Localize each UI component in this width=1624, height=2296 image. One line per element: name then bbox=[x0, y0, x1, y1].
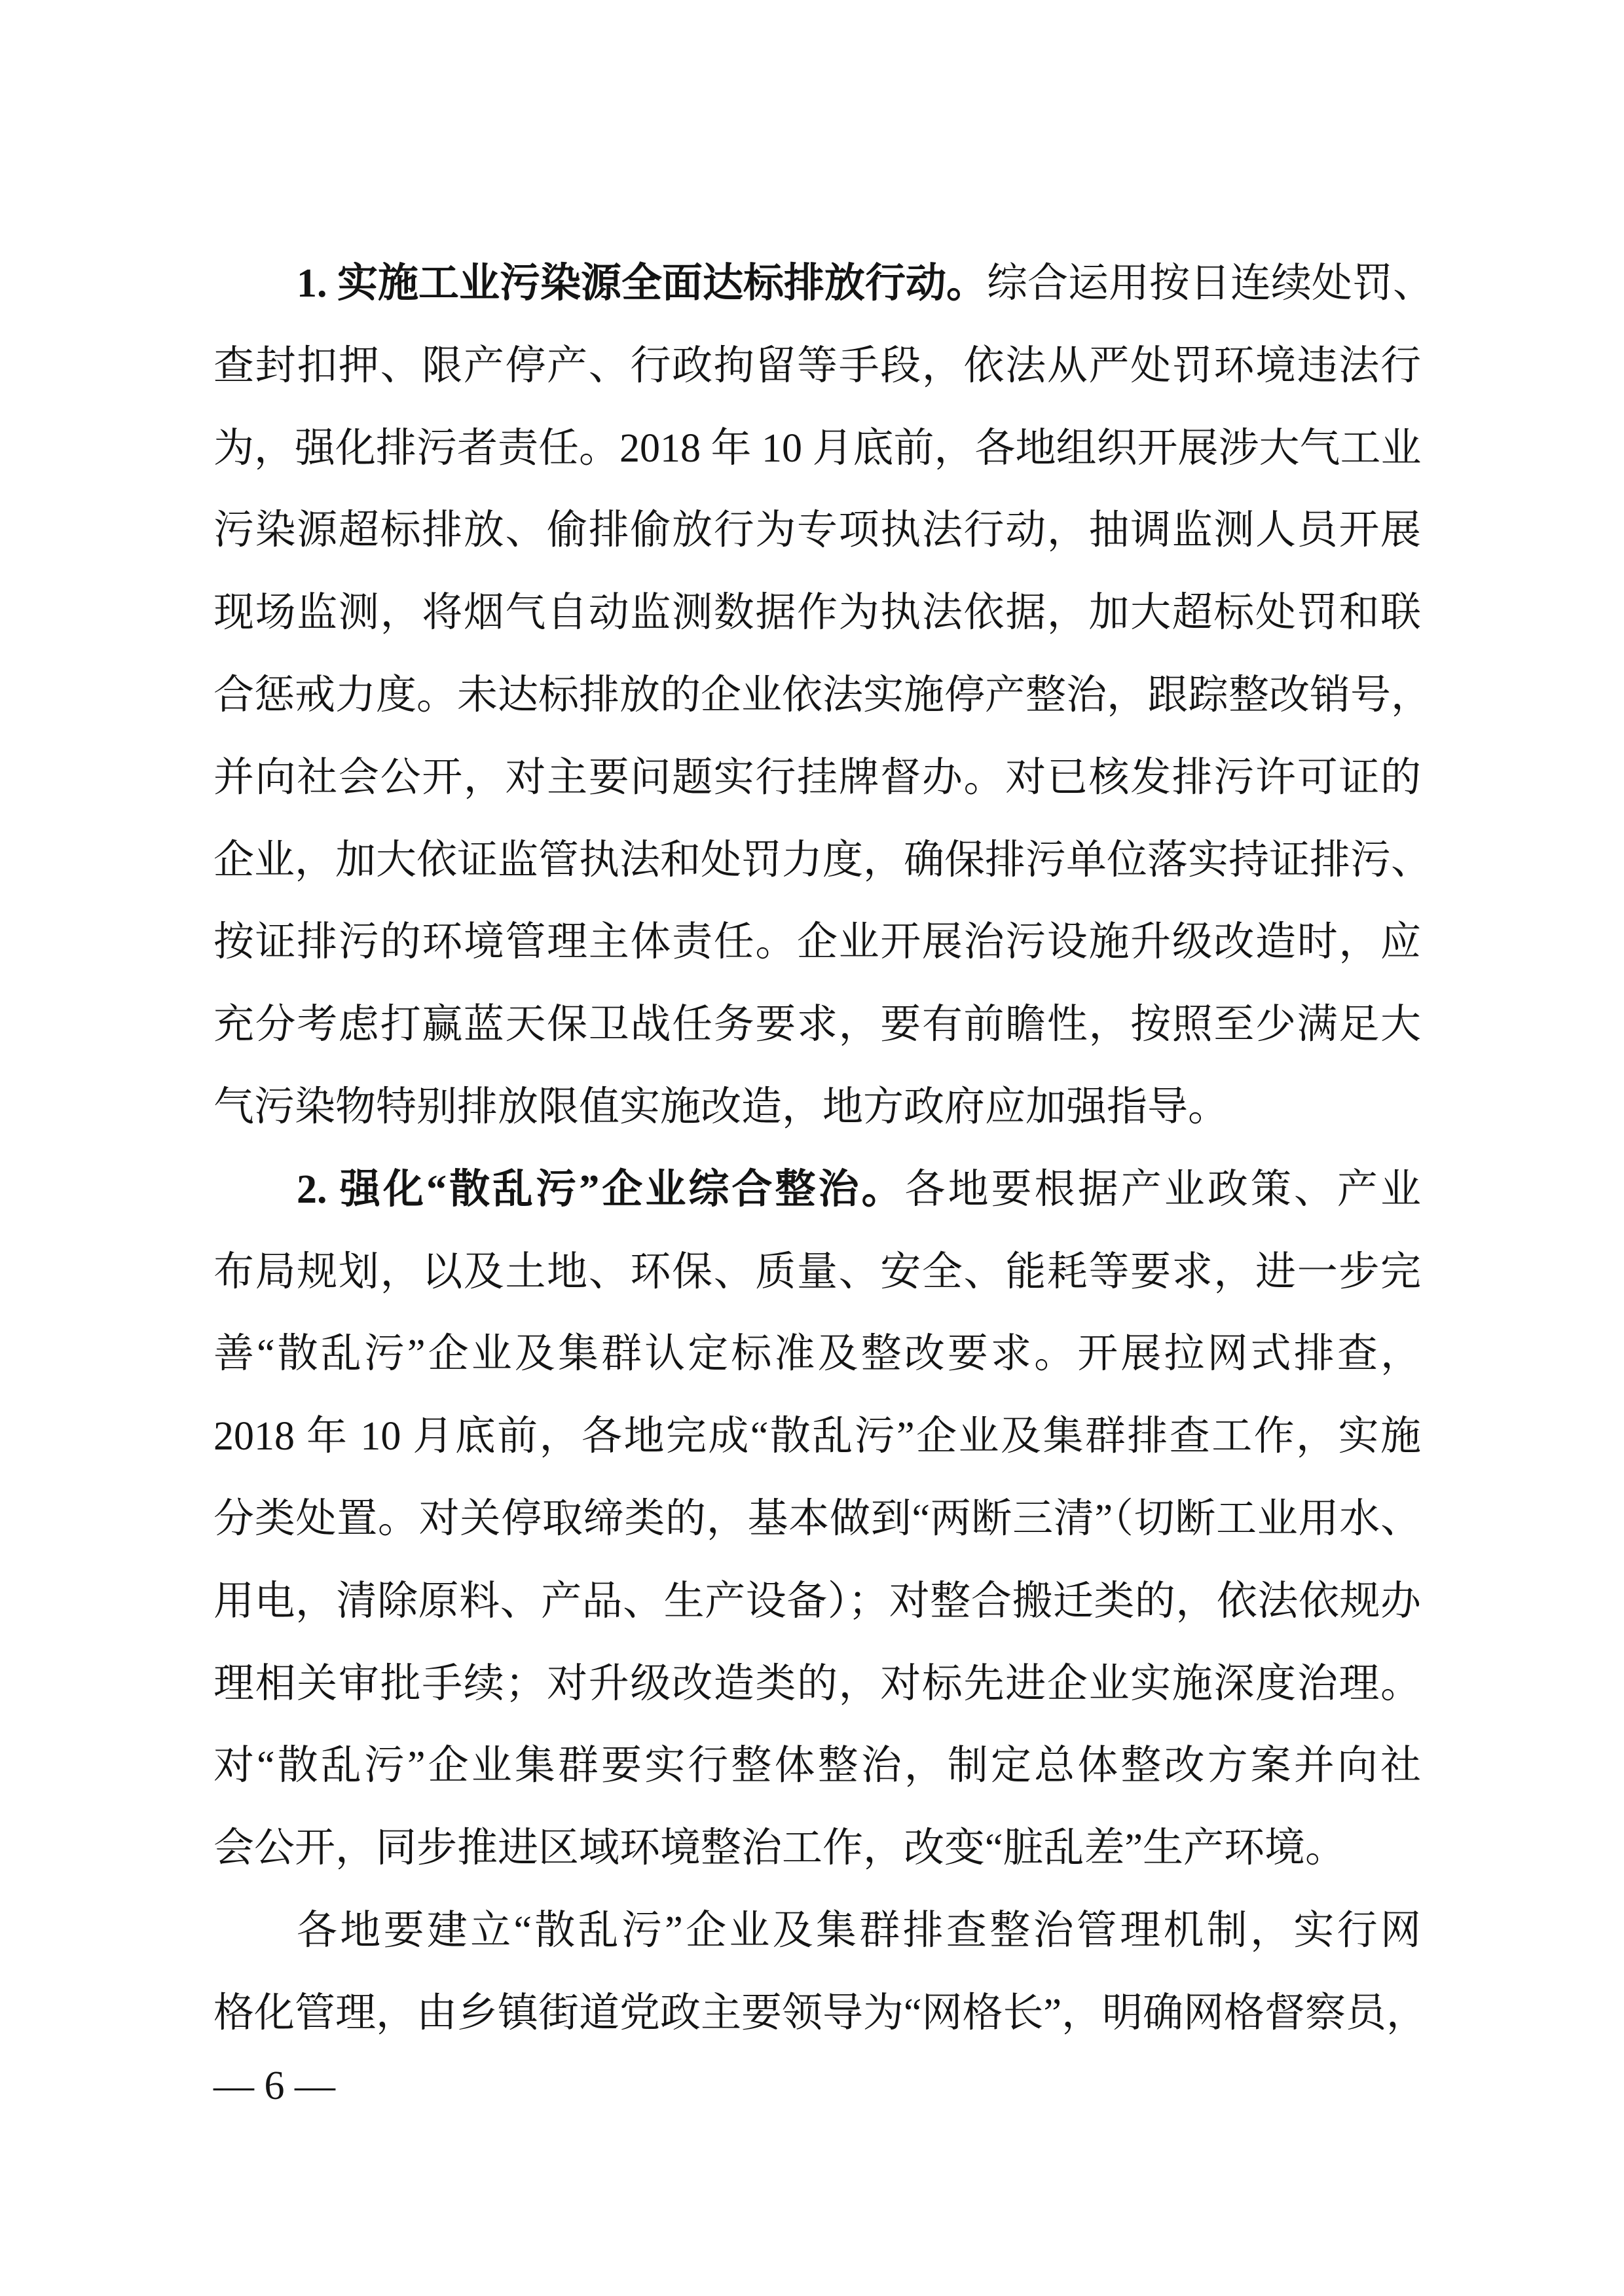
line-text: 现场监测，将烟气自动监测数据作为执法依据，加大超标处罚和联 bbox=[213, 591, 1421, 636]
line-text: 并向社会公开，对主要问题实行挂牌督办。对已核发排污许可证的 bbox=[213, 755, 1421, 800]
line-text: 2018 年 10 月底前，各地完成“散乱污”企业及集群排查工作，实施 bbox=[213, 1414, 1421, 1459]
text-line bbox=[213, 572, 1421, 655]
line-text: 理相关审批手续；对升级改造类的，对标先进企业实施深度治理。 bbox=[213, 1661, 1421, 1706]
line-text: 查封扣押、限产停产、行政拘留等手段，依法从严处罚环境违法行 bbox=[213, 343, 1421, 388]
paragraph bbox=[213, 1149, 1421, 1890]
line-text: 布局规划，以及土地、环保、质量、安全、能耗等要求，进一步完 bbox=[213, 1249, 1421, 1294]
text-line bbox=[213, 737, 1421, 820]
text-line bbox=[213, 1149, 1421, 1231]
paragraph bbox=[213, 243, 1434, 1149]
line-text: 用电，清除原料、产品、生产设备）；对整合搬迁类的，依法依规办 bbox=[213, 1578, 1421, 1624]
section-heading: 2. 强化“散乱污”企业综合整治。 bbox=[297, 1167, 905, 1212]
text-line bbox=[213, 984, 1421, 1066]
line-text: 为，强化排污者责任。2018 年 10 月底前，各地组织开展涉大气工业 bbox=[213, 426, 1422, 471]
text-line bbox=[213, 1066, 1421, 1149]
text-line bbox=[213, 1643, 1421, 1726]
line-text: 会公开，同步推进区域环境整治工作，改变“脏乱差”生产环境。 bbox=[213, 1826, 1346, 1871]
line-text: 污染源超标排放、偷排偷放行为专项执法行动，抽调监测人员开展 bbox=[213, 508, 1421, 553]
text-line bbox=[213, 820, 1432, 902]
page-number: — 6 — bbox=[213, 2064, 335, 2108]
text-line bbox=[213, 1725, 1421, 1808]
text-line bbox=[213, 1231, 1421, 1314]
text-line bbox=[213, 243, 1434, 325]
text-line bbox=[213, 1808, 1421, 1890]
section-heading: 1. 实施工业污染源全面达标排放行动。 bbox=[297, 261, 987, 306]
text-line bbox=[213, 655, 1432, 737]
line-text: 气污染物特别排放限值实施改造，地方政府应加强指导。 bbox=[213, 1084, 1229, 1129]
text-line bbox=[213, 1478, 1421, 1561]
line-text: 各地要根据产业政策、产业 bbox=[904, 1167, 1421, 1212]
body-text bbox=[213, 243, 1434, 2055]
line-text: 综合运用按日连续处罚、 bbox=[987, 261, 1434, 306]
paragraph bbox=[213, 1890, 1428, 2055]
text-line bbox=[213, 325, 1421, 408]
text-line bbox=[213, 490, 1421, 572]
line-text: 按证排污的环境管理主体责任。企业开展治污设施升级改造时，应 bbox=[213, 920, 1421, 965]
text-line bbox=[213, 1313, 1421, 1396]
line-text: 充分考虑打赢蓝天保卫战任务要求，要有前瞻性，按照至少满足大 bbox=[213, 1002, 1421, 1048]
text-line bbox=[213, 1973, 1428, 2055]
line-text: 分类处置。对关停取缔类的，基本做到“两断三清”（切断工业用水、 bbox=[213, 1496, 1421, 1541]
text-line bbox=[213, 408, 1421, 490]
line-text: 各地要建立“散乱污”企业及集群排查整治管理机制，实行网 bbox=[297, 1908, 1421, 1953]
line-text: 格化管理，由乡镇街道党政主要领导为“网格长”，明确网格督察员， bbox=[213, 1990, 1428, 2035]
line-text: 企业，加大依证监管执法和处罚力度，确保排污单位落实持证排污、 bbox=[213, 837, 1432, 883]
text-line bbox=[213, 1890, 1421, 1973]
line-text: 合惩戒力度。未达标排放的企业依法实施停产整治，跟踪整改销号， bbox=[213, 672, 1432, 718]
line-text: 对“散乱污”企业集群要实行整体整治，制定总体整改方案并向社 bbox=[213, 1743, 1421, 1789]
line-text: 善“散乱污”企业及集群认定标准及整改要求。开展拉网式排查， bbox=[213, 1332, 1421, 1377]
text-line bbox=[213, 1396, 1421, 1478]
text-line bbox=[213, 902, 1421, 984]
text-line bbox=[213, 1561, 1421, 1643]
